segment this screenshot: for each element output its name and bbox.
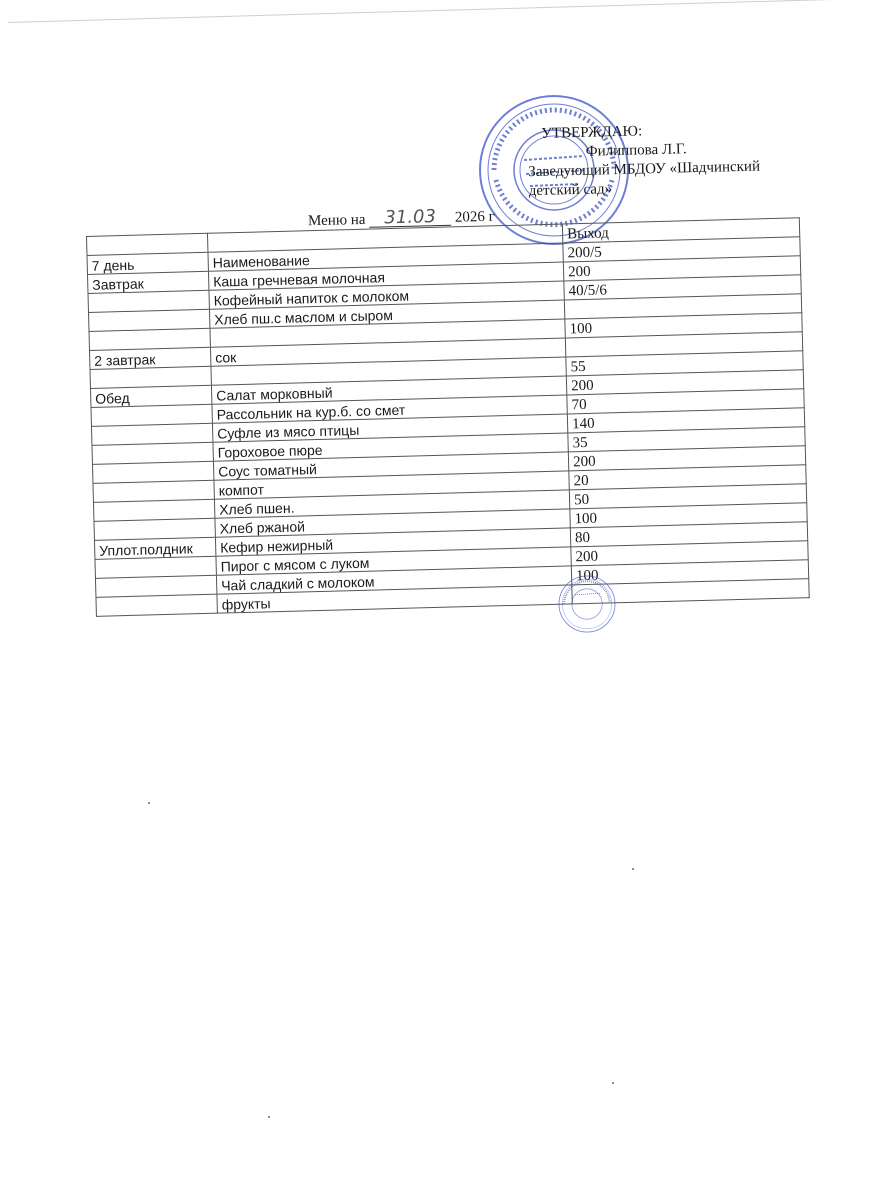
output-cell: 200 bbox=[568, 446, 805, 471]
menu-date-handwritten: 31.03 bbox=[369, 209, 451, 228]
dish-name-cell: фрукты bbox=[217, 585, 572, 613]
menu-table bbox=[86, 217, 810, 617]
output-cell: 100 bbox=[570, 503, 807, 528]
dish-name-cell: Салат морковный bbox=[211, 376, 566, 404]
dish-name-cell: Гороховое пюре bbox=[213, 433, 568, 461]
dish-name-cell: Хлеб пшен. bbox=[214, 490, 569, 518]
meal-cell: Обед bbox=[90, 385, 211, 407]
output-cell: 50 bbox=[569, 484, 806, 509]
scan-speck bbox=[632, 868, 634, 870]
output-cell: 100 bbox=[565, 313, 802, 338]
meal-cell: 2 завтрак bbox=[89, 347, 210, 369]
dish-name-cell: Кофейный напиток с молоком bbox=[209, 281, 564, 309]
approval-title: УТВЕРЖДАЮ: bbox=[541, 123, 643, 142]
scan-speck bbox=[268, 1116, 270, 1118]
approval-block bbox=[527, 119, 789, 201]
meal-cell: Уплот.полдник bbox=[94, 537, 215, 559]
dish-name-cell: Рассольник на кур.б. со смет bbox=[212, 395, 567, 423]
header-cell-output: Выход bbox=[562, 218, 799, 243]
menu-table-wrapper bbox=[86, 217, 810, 617]
output-cell: 200 bbox=[571, 541, 808, 566]
output-cell: 200 bbox=[566, 370, 803, 395]
menu-title-prefix: Меню на bbox=[307, 211, 366, 230]
dish-name-cell: Суфле из мясо птицы bbox=[212, 414, 567, 442]
meal-cell: 7 день bbox=[87, 252, 208, 274]
output-cell: 70 bbox=[567, 389, 804, 414]
output-cell: 20 bbox=[569, 465, 806, 490]
dish-name-cell: Соус томатный bbox=[213, 452, 568, 480]
menu-year: 2026 г bbox=[454, 208, 496, 226]
approval-signer: Филиппова Л.Г. bbox=[585, 141, 687, 160]
dish-name-cell: Каша гречневая молочная bbox=[208, 262, 563, 290]
dish-name-cell: Кефир нежирный bbox=[215, 528, 570, 556]
output-cell: 200/5 bbox=[563, 237, 800, 262]
dish-name-cell: Пирог с мясом с луком bbox=[216, 547, 571, 575]
output-cell: 100 bbox=[571, 560, 808, 585]
approval-organization: детский сад» bbox=[528, 181, 613, 200]
output-cell: 200 bbox=[563, 256, 800, 281]
scan-speck bbox=[612, 1082, 614, 1084]
meal-cell: Завтрак bbox=[88, 271, 209, 293]
dish-name-cell: Чай сладкий с молоком bbox=[216, 566, 571, 594]
output-cell: 140 bbox=[567, 408, 804, 433]
dish-name-cell: сок bbox=[210, 338, 565, 366]
seal-stamp-partial-icon bbox=[512, 574, 662, 634]
meal-cell bbox=[96, 594, 217, 616]
dish-name-cell: Наименование bbox=[208, 243, 563, 271]
dish-name-cell: компот bbox=[214, 471, 569, 499]
scan-speck bbox=[148, 802, 150, 804]
dish-name-cell: Хлеб ржаной bbox=[215, 509, 570, 537]
output-cell: 55 bbox=[566, 351, 803, 376]
output-cell: 35 bbox=[568, 427, 805, 452]
output-cell: 40/5/6 bbox=[564, 275, 801, 300]
dish-name-cell: Хлеб пш.с маслом и сыром bbox=[209, 300, 564, 328]
scan-edge-line bbox=[8, 0, 844, 23]
approval-position: Заведующий МБДОУ «Шадчинский bbox=[528, 158, 761, 181]
output-cell: 80 bbox=[570, 522, 807, 547]
